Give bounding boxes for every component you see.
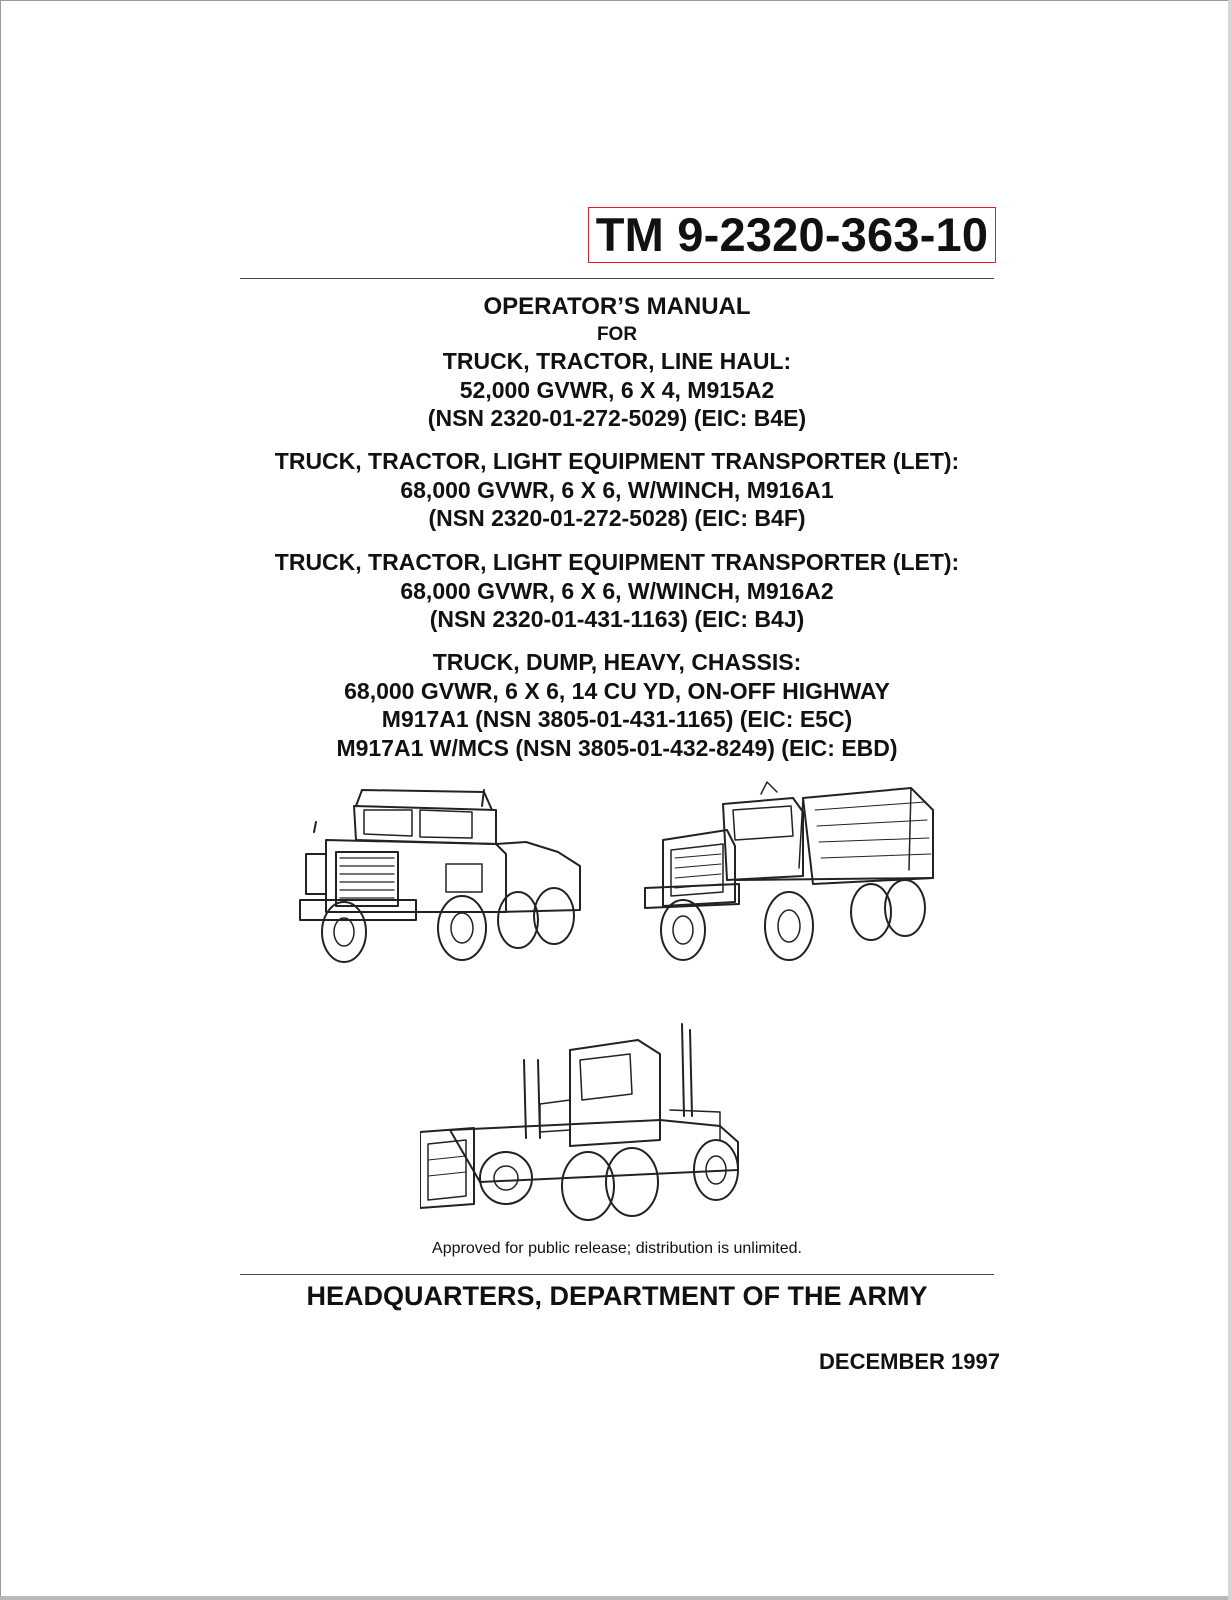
section-4-line-2: 68,000 GVWR, 6 X 6, 14 CU YD, ON-OFF HIGHWAY [344,677,890,704]
section-2-line-2: 68,000 GVWR, 6 X 6, W/WINCH, M916A1 [400,476,834,503]
section-3-line-2: 68,000 GVWR, 6 X 6, W/WINCH, M916A2 [400,577,834,604]
section-1-line-2: 52,000 GVWR, 6 X 4, M915A2 [459,376,775,403]
section-4-line-3: M917A1 (NSN 3805-01-431-1165) (EIC: E5C) [381,706,853,732]
manual-for-label: FOR [596,324,638,345]
section-4-line-1: TRUCK, DUMP, HEAVY, CHASSIS: [432,649,802,675]
page-edge-right [1228,0,1232,1600]
issuing-authority: HEADQUARTERS, DEPARTMENT OF THE ARMY [306,1281,928,1311]
section-2-line-3: (NSN 2320-01-272-5028) (EIC: B4F) [428,505,806,531]
section-1-line-3: (NSN 2320-01-272-5029) (EIC: B4E) [427,405,807,431]
document-number: TM 9-2320-363-10 [588,207,996,263]
section-2-line-1: TRUCK, TRACTOR, LIGHT EQUIPMENT TRANSPORTER (LET): [274,448,960,474]
section-1-line-1: TRUCK, TRACTOR, LINE HAUL: [442,348,792,374]
section-3-line-3: (NSN 2320-01-431-1163) (EIC: B4J) [429,606,805,632]
vehicle-section-1 [230,347,1004,433]
section-3-line-1: TRUCK, TRACTOR, LIGHT EQUIPMENT TRANSPORTER (LET): [274,549,960,575]
vehicle-section-3 [230,548,1004,634]
let-tractor-rear-icon [420,1020,762,1232]
publication-date: DECEMBER 1997 [819,1349,1000,1374]
vehicle-section-2 [230,447,1004,533]
manual-title: OPERATOR’S MANUAL [483,293,751,320]
line-haul-tractor-icon [296,782,592,974]
section-4-line-4: M917A1 W/MCS (NSN 3805-01-432-8249) (EIC: EBD) [336,734,898,761]
dump-truck-icon [643,780,939,976]
release-statement: Approved for public release; distribution is unlimited. [432,1240,802,1257]
top-divider [240,278,994,279]
vehicle-section-4 [230,648,1004,762]
page-edge-bottom [0,1596,1232,1600]
bottom-divider [240,1274,994,1275]
